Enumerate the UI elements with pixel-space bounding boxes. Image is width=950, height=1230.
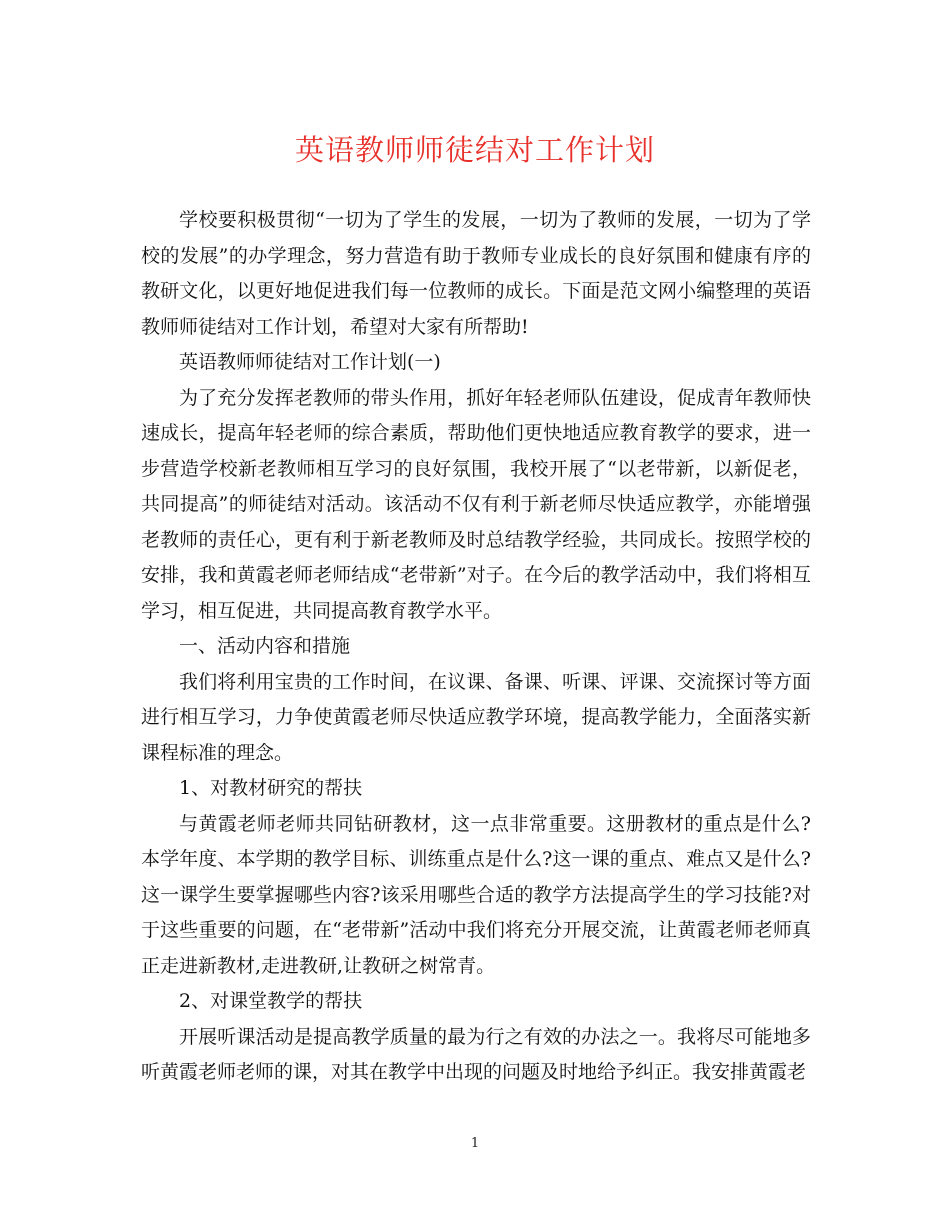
section-heading-activities: 一、活动内容和措施 [179,635,351,657]
paragraph-intro: 学校要积极贯彻“一切为了学生的发展，一切为了教师的发展，一切为了学校的发展”的办学理念，努力营造有助于教师专业成长的良好氛围和健康有序的教研文化，以更好地促进我们每一位教师的成长。下面是范文网小编整理的英语教师师徒结对工作计划，希望对大家有所帮助! [141,209,811,338]
subheading-textbook-support: 1、对教材研究的帮扶 [179,777,363,799]
paragraph-textbook-support: 与黄霞老师老师共同钻研教材，这一点非常重要。这册教材的重点是什么?本学年度、本学期的教学目标、训练重点是什么?这一课的重点、难点又是什么?这一课学生要掌握哪些内容?该采用哪些合适的教学方法提高学生的学习技能?对于这些重要的问题，在“老带新”活动中我们将充分开展交流，让黄霞老师老师真正走进新教材,走进教研,让教研之树常青。 [141,812,811,977]
subheading-classroom-support: 2、对课堂教学的帮扶 [179,990,363,1012]
paragraph-activities: 我们将利用宝贵的工作时间，在议课、备课、听课、评课、交流探讨等方面进行相互学习，力争使黄霞老师尽快适应教学环境，提高教学能力，全面落实新课程标准的理念。 [141,670,811,764]
section-heading-plan-one: 英语教师师徒结对工作计划(一) [179,351,441,373]
document-title: 英语教师师徒结对工作计划 [294,133,655,167]
paragraph-background: 为了充分发挥老教师的带头作用，抓好年轻老师队伍建设，促成青年教师快速成长，提高年轻老师的综合素质，帮助他们更快地适应教育教学的要求，进一步营造学校新老教师相互学习的良好氛围，我校开展了“以老带新，以新促老，共同提高”的师徒结对活动。该活动不仅有利于新老师尽快适应教学，亦能增强老教师的责任心，更有利于新老教师及时总结教学经验，共同成长。按照学校的安排，我和黄霞老师老师结成“老带新”对子。在今后的教学活动中，我们将相互学习，相互促进，共同提高教育教学水平。 [141,386,811,622]
page-number: 1 [470,1136,480,1151]
paragraph-classroom-support: 开展听课活动是提高教学质量的最为行之有效的办法之一。我将尽可能地多听黄霞老师老师的课，对其在教学中出现的问题及时地给予纠正。我安排黄霞老 [141,1025,811,1083]
document-body [141,203,811,1091]
